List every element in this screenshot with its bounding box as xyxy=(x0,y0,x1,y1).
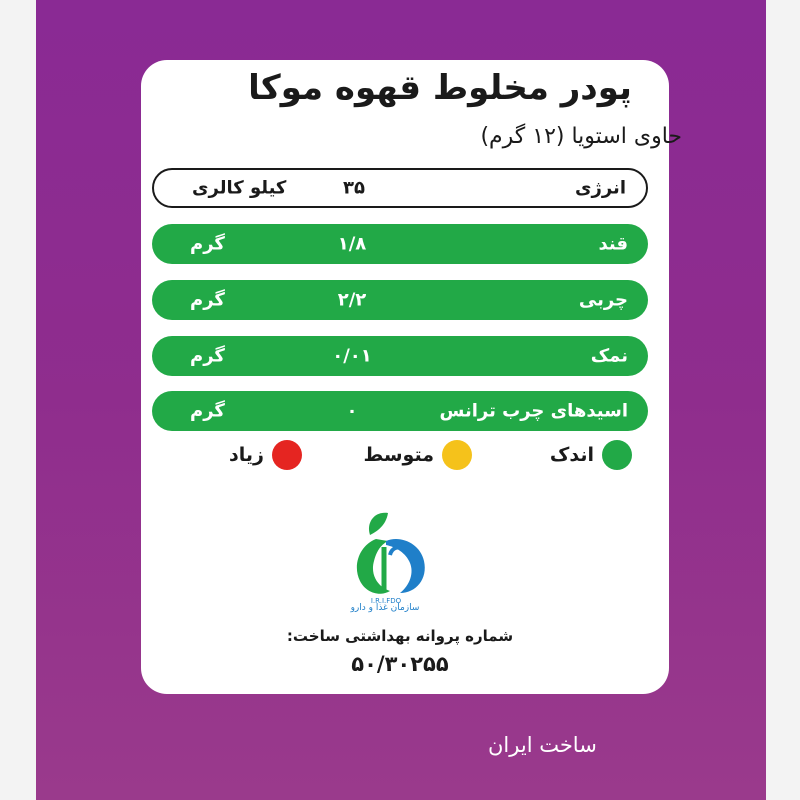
row-unit: کیلو کالری xyxy=(192,177,287,199)
license-number: ۵۰/۳۰۲۵۵ xyxy=(351,652,449,676)
nutrition-row-fat xyxy=(152,280,648,320)
nutrition-row-sugar xyxy=(152,224,648,264)
yellow-dot-icon xyxy=(442,440,472,470)
row-unit: گرم xyxy=(190,345,225,367)
iran-fda-logo-icon xyxy=(330,495,440,615)
product-title: پودر مخلوط قهوه موکا xyxy=(248,68,632,108)
row-unit: گرم xyxy=(190,233,225,255)
logo-abbrev: I.R.I.FDO xyxy=(370,597,402,605)
legend-low xyxy=(540,440,640,470)
logo-caption: سازمان غذا و دارو xyxy=(350,603,420,613)
row-label: اسیدهای چرب ترانس xyxy=(439,400,628,422)
nutrition-row-salt xyxy=(152,336,648,376)
row-label: انرژی xyxy=(575,177,626,199)
legend-low-label: اندک xyxy=(549,444,594,466)
legend-high-label: زیاد xyxy=(229,444,264,466)
row-label: نمک xyxy=(590,345,628,367)
legend-medium-label: متوسط xyxy=(363,444,434,466)
row-label: چربی xyxy=(578,289,628,311)
row-value: ۰ xyxy=(346,400,358,422)
row-value: ۰/۰۱ xyxy=(332,345,372,367)
row-value: ۳۵ xyxy=(343,177,365,199)
product-subtitle: حاوی استویا (۱۲ گرم) xyxy=(480,124,682,149)
nutrition-row-trans-fat xyxy=(152,391,648,431)
row-value: ۱/۸ xyxy=(337,233,367,255)
row-unit: گرم xyxy=(190,289,225,311)
legend-high xyxy=(220,440,310,470)
row-value: ۲/۲ xyxy=(337,289,367,311)
license-label: شماره پروانه بهداشتی ساخت: xyxy=(286,627,514,645)
row-label: قند xyxy=(598,233,628,255)
nutrition-row-energy xyxy=(152,168,648,208)
green-dot-icon xyxy=(602,440,632,470)
made-in-label: ساخت ایران xyxy=(488,733,597,757)
legend-medium xyxy=(360,440,480,470)
red-dot-icon xyxy=(272,440,302,470)
row-unit: گرم xyxy=(190,400,225,422)
